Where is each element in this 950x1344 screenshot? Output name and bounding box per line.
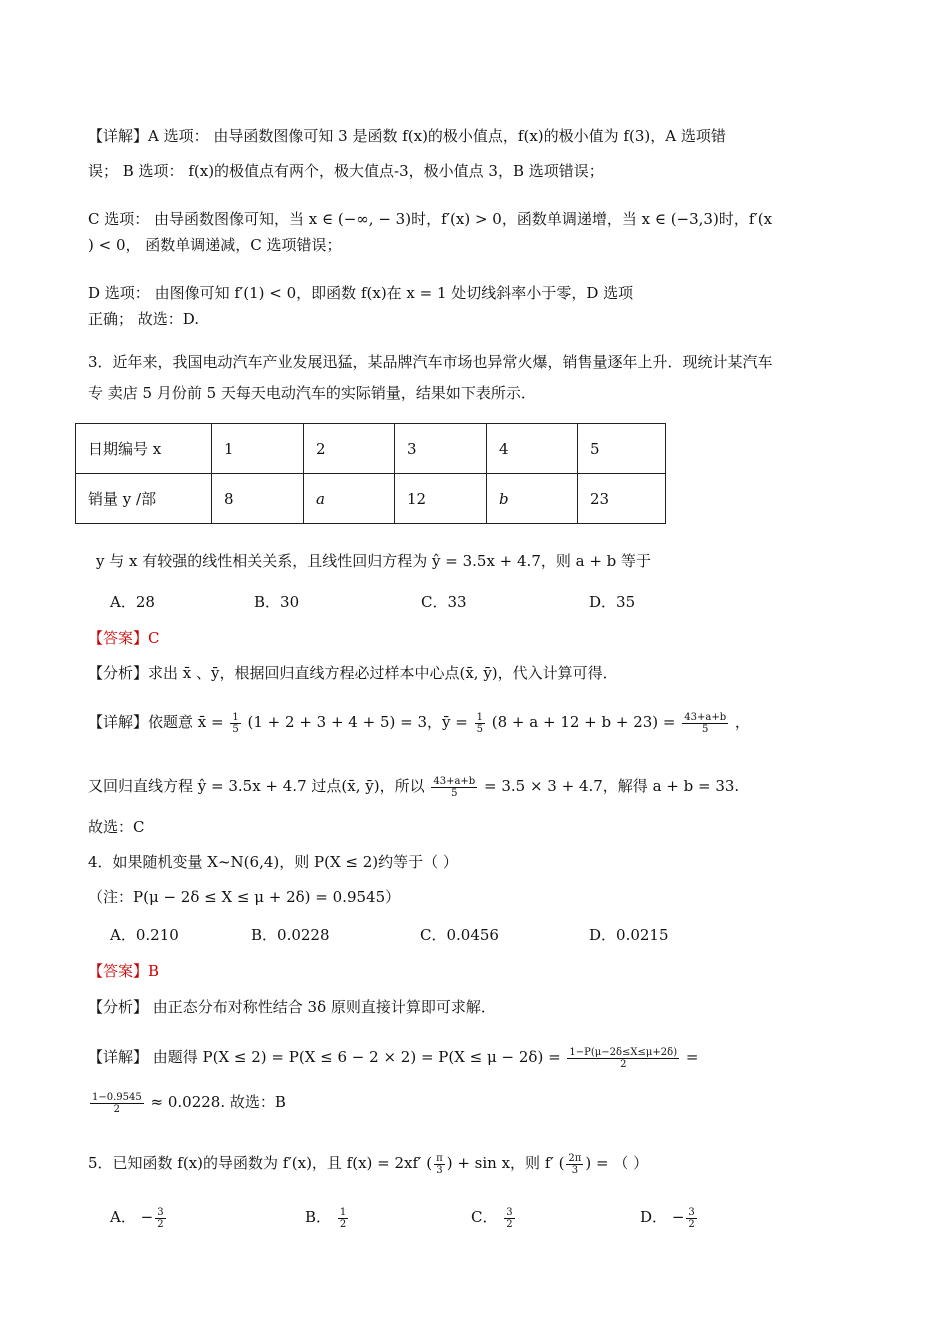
table-cell: 1 bbox=[212, 424, 304, 474]
q3-answer: 【答案】C bbox=[88, 629, 160, 647]
q5-stem-text: + sin x，则 f′ bbox=[457, 1154, 554, 1172]
q3-question: y 与 x 有较强的线性相关关系，且线性回归方程为 ŷ = 3.5x + 4.7，则 a + b 等于 bbox=[96, 552, 652, 570]
fraction bbox=[431, 776, 477, 799]
q2-detail-line4: ) < 0， 函数单调递减，C 选项错误； bbox=[88, 236, 342, 254]
fraction-denominator: 2 bbox=[157, 1218, 164, 1230]
fraction-denominator: 5 bbox=[451, 787, 458, 799]
q3-detail-line2 bbox=[88, 770, 739, 802]
q3-option-a: A．28 bbox=[110, 593, 155, 611]
fraction bbox=[434, 1153, 445, 1176]
q4-detail-line1 bbox=[88, 1040, 698, 1074]
table-cell: 8 bbox=[212, 474, 304, 524]
fraction-denominator: 2 bbox=[688, 1218, 695, 1230]
q3-detail-text: ， bbox=[734, 713, 750, 731]
table-cell: 日期编号 x bbox=[76, 424, 212, 474]
fraction-numerator: 43+a+b bbox=[684, 711, 727, 723]
q3-detail-text: = 3.5 × 3 + 4.7，解得 a + b = 33. bbox=[484, 777, 740, 795]
q4-detail-line2 bbox=[88, 1085, 286, 1119]
q4-detail-text: = bbox=[685, 1048, 699, 1066]
fraction-numerator: 43+a+b bbox=[433, 775, 476, 787]
table-cell: 23 bbox=[578, 474, 666, 524]
fraction bbox=[682, 712, 728, 735]
table-cell: 12 bbox=[395, 474, 487, 524]
q4-stem: 4．如果随机变量 X~N(6,4)，则 P(X ≤ 2)约等于（ ） bbox=[88, 853, 458, 871]
q4-option-a: A．0.210 bbox=[110, 926, 179, 944]
table-cell: 5 bbox=[578, 424, 666, 474]
q3-detail-line1 bbox=[88, 706, 750, 738]
fraction-denominator: 2 bbox=[620, 1058, 627, 1070]
q3-detail-text: 【详解】依题意 x̄ = bbox=[88, 713, 224, 731]
table-cell: 2 bbox=[304, 424, 395, 474]
q4-option-d: D．0.0215 bbox=[589, 926, 669, 944]
q4-detail-text: ≈ 0.0228. 故选：B bbox=[150, 1093, 286, 1111]
sales-table bbox=[75, 423, 666, 524]
option-label: B． bbox=[305, 1208, 332, 1226]
q2-detail-line1: 【详解】A 选项： 由导函数图像可知 3 是函数 f(x)的极小值点，f(x)的极小值为 f(3)，A 选项错 bbox=[88, 127, 726, 145]
fraction bbox=[155, 1207, 165, 1230]
fraction-numerator: 3 bbox=[688, 1206, 695, 1218]
q4-analysis: 【分析】 由正态分布对称性结合 3δ 原则直接计算即可求解． bbox=[88, 998, 496, 1016]
fraction-numerator: 1 bbox=[476, 711, 483, 723]
q3-detail-text: (1 + 2 + 3 + 4 + 5) = 3，ȳ = bbox=[247, 713, 468, 731]
fraction-denominator: 2 bbox=[339, 1218, 347, 1230]
fraction bbox=[338, 1207, 348, 1230]
table-cell: a bbox=[304, 474, 395, 524]
q2-detail-line2: 误； B 选项： f(x)的极值点有两个，极大值点-3，极小值点 3，B 选项错误； bbox=[88, 162, 604, 180]
q5-stem-text: 5．已知函数 f(x)的导函数为 f′(x)，且 f(x) = 2xf′ bbox=[88, 1154, 422, 1172]
fraction bbox=[504, 1207, 514, 1230]
fraction bbox=[686, 1207, 696, 1230]
q3-conclusion: 故选：C bbox=[88, 818, 145, 836]
fraction-numerator: 1−P(μ−2δ≤X≤μ+2δ) bbox=[569, 1046, 678, 1058]
fraction bbox=[567, 1047, 679, 1070]
q4-option-b: B．0.0228 bbox=[251, 926, 330, 944]
fraction bbox=[230, 712, 240, 735]
q5-option-d bbox=[640, 1200, 699, 1234]
q4-option-c: C．0.0456 bbox=[420, 926, 499, 944]
option-label: D． bbox=[640, 1208, 668, 1226]
fraction-numerator: π bbox=[436, 1152, 443, 1164]
q3-detail-text: (8 + a + 12 + b + 23) = bbox=[491, 713, 676, 731]
table-cell: b bbox=[487, 474, 578, 524]
q2-detail-line5: D 选项： 由图像可知 f′(1) < 0，即函数 f(x)在 x = 1 处切线斜率小于零，D 选项 bbox=[88, 284, 634, 302]
fraction-numerator: 1 bbox=[339, 1206, 347, 1218]
fraction-denominator: 5 bbox=[476, 723, 483, 735]
q3-stem-line1: 3．近年来，我国电动汽车产业发展迅猛，某品牌汽车市场也异常火爆，销售量逐年上升．现统计某汽车 bbox=[88, 353, 773, 371]
fraction-denominator: 3 bbox=[571, 1164, 579, 1176]
fraction-denominator: 2 bbox=[113, 1103, 121, 1115]
fraction bbox=[566, 1153, 583, 1176]
table-row bbox=[76, 424, 666, 474]
q5-stem-text: = （ ） bbox=[596, 1154, 649, 1172]
q5-option-c bbox=[471, 1200, 517, 1234]
q3-stem-line2: 专 卖店 5 月份前 5 天每天电动汽车的实际销量，结果如下表所示． bbox=[88, 384, 536, 402]
q2-detail-line3: C 选项： 由导函数图像可知，当 x ∈ (−∞, − 3)时，f′(x) > 0，函数单调递增，当 x ∈ (−3,3)时，f′(x bbox=[88, 210, 773, 228]
q4-detail-text: 【详解】 由题得 P(X ≤ 2) = P(X ≤ 6 − 2 × 2) = P(X ≤ μ − 2δ) = bbox=[88, 1048, 561, 1066]
table-cell: 4 bbox=[487, 424, 578, 474]
option-sign: − bbox=[671, 1208, 685, 1226]
fraction-denominator: 2 bbox=[506, 1218, 513, 1230]
fraction-numerator: 3 bbox=[157, 1206, 164, 1218]
table-cell: 销量 y /部 bbox=[76, 474, 212, 524]
paren-fraction: ( $\frac{2\pi}{3}$ ) bbox=[558, 1152, 592, 1176]
option-label: C． bbox=[471, 1208, 498, 1226]
fraction-denominator: 5 bbox=[702, 723, 709, 735]
q3-option-c: C．33 bbox=[421, 593, 467, 611]
q3-option-d: D．35 bbox=[589, 593, 636, 611]
q2-detail-line6: 正确； 故选：D. bbox=[88, 310, 200, 328]
q3-analysis: 【分析】求出 x̄ 、ȳ，根据回归直线方程必过样本中心点(x̄, ȳ)，代入计算可得． bbox=[88, 664, 618, 682]
fraction bbox=[90, 1092, 144, 1115]
fraction-numerator: 2π bbox=[568, 1152, 582, 1164]
q3-option-b: B．30 bbox=[254, 593, 300, 611]
option-label: A． bbox=[110, 1208, 136, 1226]
fraction-numerator: 1−0.9545 bbox=[92, 1091, 142, 1103]
q4-answer: 【答案】B bbox=[88, 962, 160, 980]
paren-fraction: ( $\frac{\pi}{3}$ ) bbox=[426, 1152, 453, 1176]
q5-option-a bbox=[110, 1200, 168, 1234]
q3-detail-text: 又回归直线方程 ŷ = 3.5x + 4.7 过点(x̄, ȳ)，所以 bbox=[88, 777, 425, 795]
fraction-numerator: 1 bbox=[232, 711, 239, 723]
fraction-denominator: 3 bbox=[436, 1164, 443, 1176]
fraction-numerator: 3 bbox=[506, 1206, 513, 1218]
table-cell: 3 bbox=[395, 424, 487, 474]
q4-note: （注：P(μ − 2δ ≤ X ≤ μ + 2δ) = 0.9545） bbox=[88, 888, 401, 906]
fraction-denominator: 5 bbox=[232, 723, 239, 735]
fraction bbox=[475, 712, 485, 735]
q5-stem bbox=[88, 1145, 648, 1181]
option-sign: − bbox=[140, 1208, 154, 1226]
table-row bbox=[76, 474, 666, 524]
q5-option-b bbox=[305, 1200, 350, 1234]
